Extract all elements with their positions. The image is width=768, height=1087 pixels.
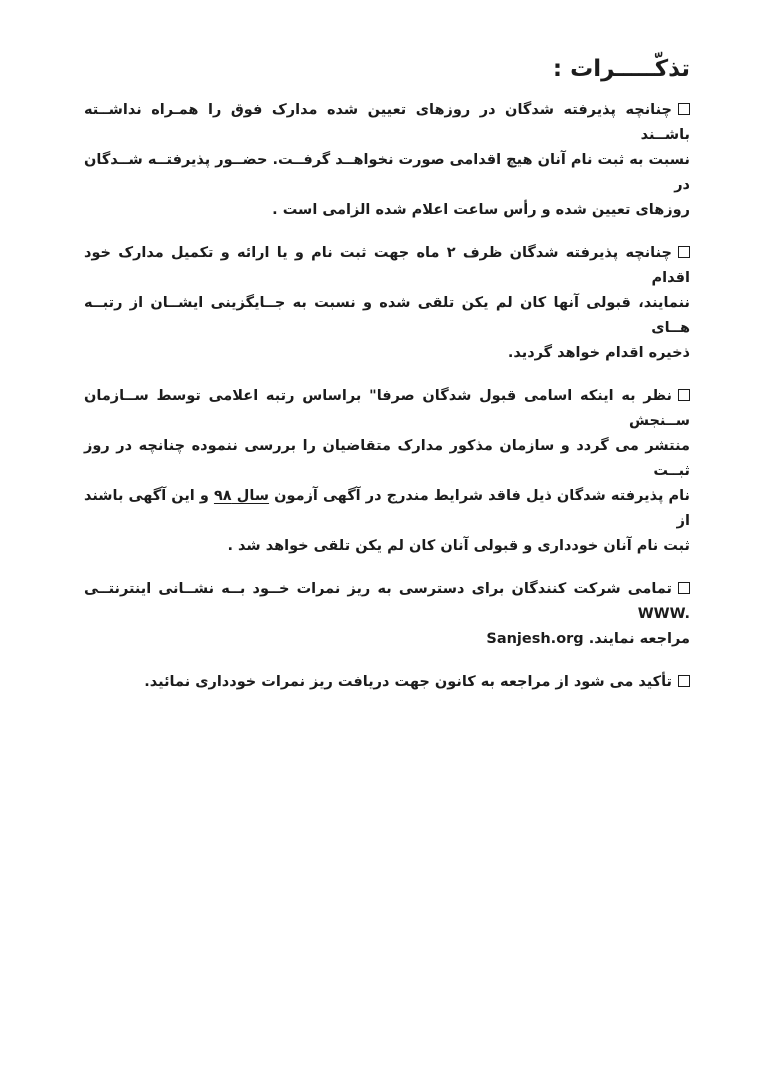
note-text: نام پذیرفته شدگان ذیل فاقد شرایط مندرج در آگهی آزمون (269, 488, 691, 504)
website-url-text: WWW. (637, 606, 690, 622)
note-line (84, 98, 690, 148)
note-text: مراجعه نمایند. (588, 631, 690, 647)
underlined-exam-year: سال ۹۸ (213, 488, 270, 504)
note-line (84, 384, 690, 434)
note-item (84, 241, 690, 366)
note-line (84, 484, 690, 534)
note-line (84, 670, 690, 695)
page-title: تذکّـــــرات : (552, 56, 690, 82)
note-item (84, 577, 690, 652)
note-item (84, 98, 690, 223)
checkbox-bullet-icon (678, 103, 690, 115)
note-line: نسبت به ثبت نام آنان هیچ اقدامی صورت نخواهــد گرفــت. حضــور پذیرفتــه شــدگان در (84, 152, 690, 193)
website-url-text: Sanjesh.org (486, 631, 584, 647)
note-text: نظر به اینکه اسامی قبول شدگان صرفا" براساس رتبه اعلامی توسط ســازمان ســنجش (84, 388, 690, 429)
note-text: تمامی شرکت کنندگان برای دسترسی به ریز نمرات خــود بــه نشــانی اینترنتــی (84, 581, 672, 597)
note-line: منتشر می گردد و سازمان مذکور مدارک متقاضیان را بررسی ننموده چنانچه در روز ثبــت (84, 438, 690, 479)
checkbox-bullet-icon (678, 582, 690, 594)
note-text: و این آگهی باشند از (84, 488, 690, 529)
note-line (84, 627, 690, 652)
note-text: تأکید می شود از مراجعه به کانون جهت دریافت ریز نمرات خودداری نمائید. (144, 674, 672, 690)
note-text: چنانچه پذیرفته شدگان در روزهای تعیین شده مدارک فوق را همـراه نداشــته باشــند (84, 102, 690, 143)
note-line: روزهای تعیین شده و رأس ساعت اعلام شده الزامی است . (272, 202, 690, 218)
checkbox-bullet-icon (678, 675, 690, 687)
note-text: چنانچه پذیرفته شدگان ظرف ۲ ماه جهت ثبت نام و یا ارائه و تکمیل مدارک خود اقدام (84, 245, 690, 286)
checkbox-bullet-icon (678, 246, 690, 258)
note-line (84, 577, 690, 627)
note-line (84, 241, 690, 291)
note-line: ذخیره اقدام خواهد گردید. (507, 345, 690, 361)
note-line: ننمایند، قبولی آنها کان لم یکن تلقی شده و نسبت به جــایگزینی ایشــان از رتبــه هــای (84, 295, 690, 336)
note-item (84, 670, 690, 695)
checkbox-bullet-icon (678, 389, 690, 401)
note-line: ثبت نام آنان خودداری و قبولی آنان کان لم یکن تلقی خواهد شد . (227, 538, 690, 554)
note-item (84, 384, 690, 559)
